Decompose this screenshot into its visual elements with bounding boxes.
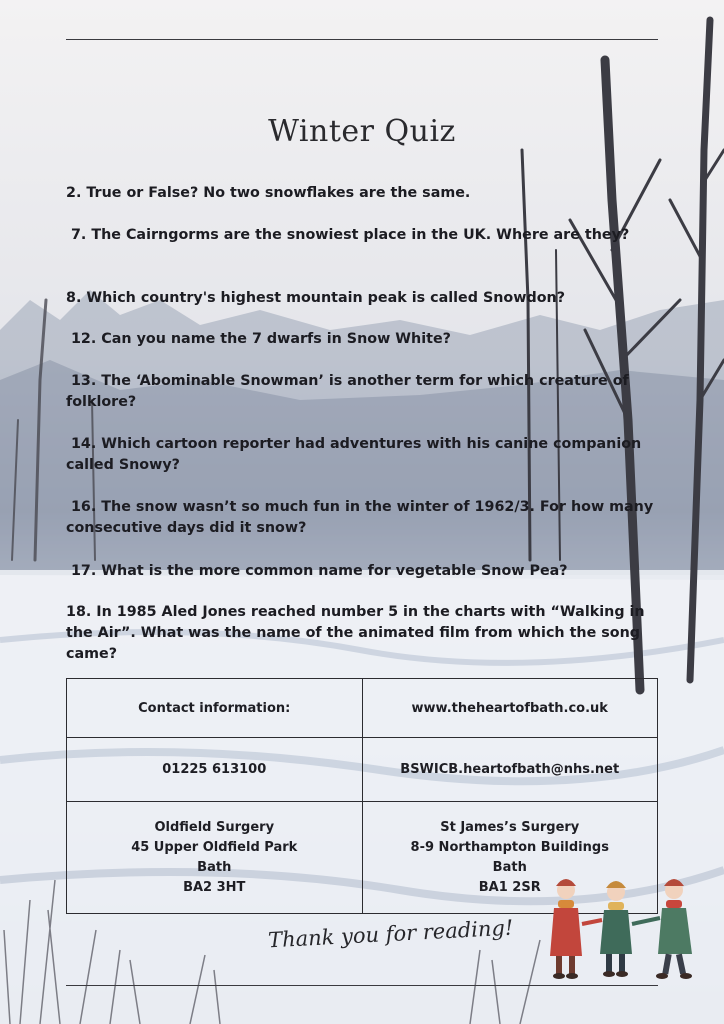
- oldfield-surgery-address: [67, 802, 363, 914]
- question-18: 18. In 1985 Aled Jones reached number 5 in the charts with “Walking in the Air”. What was the name of the animated film from which the song came?: [66, 604, 650, 662]
- question-14: 14. Which cartoon reporter had adventures with his canine companion called Snowy?: [66, 436, 647, 473]
- question-2: 2. True or False? No two snowflakes are the same.: [66, 185, 471, 201]
- question-16: 16. The snow wasn’t so much fun in the winter of 1962/3. For how many consecutive days did it snow?: [66, 499, 659, 536]
- phone-number: 01225 613100: [67, 738, 363, 802]
- contact-heading: Contact information:: [67, 679, 363, 738]
- surgery-street: 8-9 Northampton Buildings: [410, 839, 609, 855]
- surgery-city: Bath: [492, 859, 527, 875]
- question-13: 13. The ‘Abominable Snowman’ is another term for which creature of folklore?: [66, 373, 634, 410]
- page-title: Winter Quiz: [268, 114, 456, 149]
- thank-you-message: Thank you for reading!: [267, 915, 514, 953]
- question-12: 12. Can you name the 7 dwarfs in Snow White?: [66, 331, 451, 347]
- surgery-name: St James’s Surgery: [440, 819, 580, 835]
- question-8: 8. Which country's highest mountain peak is called Snowdon?: [66, 290, 565, 306]
- question-17: 17. What is the more common name for vegetable Snow Pea?: [66, 563, 568, 579]
- surgery-street: 45 Upper Oldfield Park: [131, 839, 298, 855]
- email-address[interactable]: BSWICB.heartofbath@nhs.net: [362, 738, 658, 802]
- surgery-postcode: BA1 2SR: [478, 879, 541, 895]
- website-link[interactable]: www.theheartofbath.co.uk: [362, 679, 658, 738]
- surgery-name: Oldfield Surgery: [154, 819, 275, 835]
- child-red-coat: [550, 879, 582, 979]
- bottom-divider: [66, 985, 658, 986]
- child-teal-coat: [632, 879, 692, 979]
- surgery-postcode: BA2 3HT: [183, 879, 246, 895]
- children-illustration: [536, 868, 712, 986]
- surgery-city: Bath: [197, 859, 232, 875]
- child-green-coat: [582, 881, 632, 977]
- top-divider: [66, 39, 658, 40]
- question-7: 7. The Cairngorms are the snowiest place in the UK. Where are they?: [66, 227, 630, 243]
